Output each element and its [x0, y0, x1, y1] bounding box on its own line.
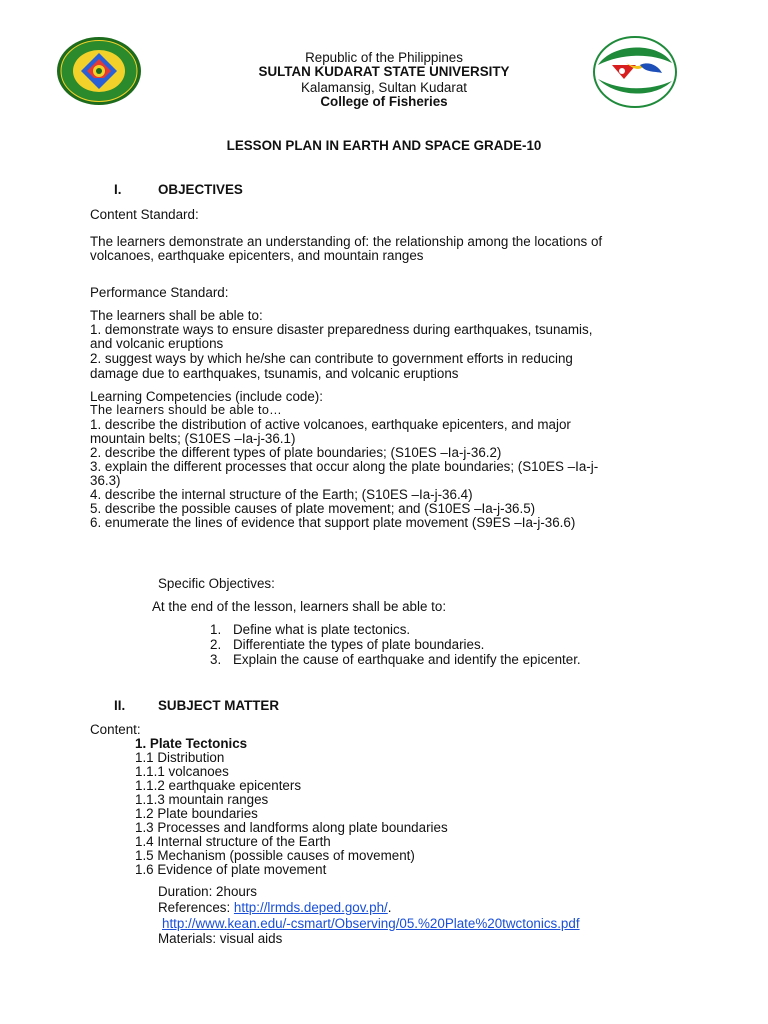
outline-item: 1.1.2 earthquake epicenters	[135, 778, 302, 793]
header-republic: Republic of the Philippines	[305, 50, 463, 65]
references-line	[158, 900, 392, 915]
competency-line: 5. describe the possible causes of plate movement; and (S10ES –Ia-j-36.5)	[90, 501, 536, 516]
competency-line: 36.3)	[90, 473, 121, 488]
content-standard-label: Content Standard:	[90, 207, 199, 222]
competency-line: 6. enumerate the lines of evidence that support plate movement (S9ES –Ia-j-36.6)	[90, 515, 576, 530]
performance-standard-line: 2. suggest ways by which he/she can contribute to government efforts in reducing	[90, 351, 573, 366]
content-standard-line: The learners demonstrate an understanding of: the relationship among the locations of	[90, 234, 603, 249]
section-2-heading: SUBJECT MATTER	[158, 698, 280, 713]
content-label: Content:	[90, 722, 141, 737]
specific-item-number: 2.	[210, 637, 222, 652]
performance-standard-line: damage due to earthquakes, tsunamis, and volcanic eruptions	[90, 366, 459, 381]
performance-standard-line: and volcanic eruptions	[90, 336, 224, 351]
specific-item-text: Explain the cause of earthquake and identify the epicenter.	[233, 652, 581, 667]
competency-line: 2. describe the different types of plate boundaries; (S10ES –Ia-j-36.2)	[90, 445, 502, 460]
document-title: LESSON PLAN IN EARTH AND SPACE GRADE-10	[226, 138, 542, 153]
reference-line-2	[162, 916, 580, 931]
duration-text: Duration: 2hours	[158, 884, 257, 899]
header-university-name: SULTAN KUDARAT STATE UNIVERSITY	[258, 64, 510, 79]
outline-item: 1.4 Internal structure of the Earth	[135, 834, 331, 849]
specific-objectives-label: Specific Objectives:	[158, 576, 275, 591]
outline-item: 1.1 Distribution	[135, 750, 225, 765]
specific-item-number: 1.	[210, 622, 222, 637]
outline-item: 1.6 Evidence of plate movement	[135, 862, 327, 877]
references-period: .	[387, 900, 392, 915]
topic-title: 1. Plate Tectonics	[135, 736, 248, 751]
reference-link-kean[interactable]: http://www.kean.edu/-csmart/Observing/05.%20Plate%20twctonics.pdf	[162, 916, 580, 931]
outline-item: 1.3 Processes and landforms along plate boundaries	[135, 820, 448, 835]
reference-link-lrmds[interactable]: http://lrmds.deped.gov.ph/	[233, 900, 388, 915]
section-1-number: I.	[114, 182, 122, 197]
content-standard-line: volcanoes, earthquake epicenters, and mountain ranges	[90, 248, 424, 263]
header-campus: Kalamansig, Sultan Kudarat	[301, 80, 467, 95]
outline-item: 1.1.1 volcanoes	[135, 764, 229, 779]
specific-objectives-intro: At the end of the lesson, learners shall be able to:	[152, 599, 447, 614]
competency-line: mountain belts; (S10ES –Ia-j-36.1)	[90, 431, 296, 446]
specific-item-text: Define what is plate tectonics.	[233, 622, 411, 637]
competency-line: 3. explain the different processes that occur along the plate boundaries; (S10ES –Ia-j-	[90, 459, 599, 474]
competencies-label: Learning Competencies (include code):	[90, 389, 323, 404]
specific-item-number: 3.	[210, 652, 222, 667]
specific-item-text: Differentiate the types of plate boundaries.	[233, 637, 485, 652]
section-2-number: II.	[114, 698, 126, 713]
outline-item: 1.2 Plate boundaries	[135, 806, 258, 821]
outline-item: 1.5 Mechanism (possible causes of movement)	[135, 848, 415, 863]
section-1-heading: OBJECTIVES	[158, 182, 243, 197]
competencies-intro: The learners should be able to…	[90, 403, 283, 417]
references-label: References:	[158, 900, 234, 915]
materials-text: Materials: visual aids	[158, 931, 283, 946]
performance-standard-line: The learners shall be able to:	[90, 308, 263, 323]
header-college: College of Fisheries	[320, 94, 448, 109]
outline-item: 1.1.3 mountain ranges	[135, 792, 269, 807]
performance-standard-line: 1. demonstrate ways to ensure disaster preparedness during earthquakes, tsunamis,	[90, 322, 593, 337]
competency-line: 1. describe the distribution of active volcanoes, earthquake epicenters, and major	[90, 417, 571, 432]
competency-line: 4. describe the internal structure of the Earth; (S10ES –Ia-j-36.4)	[90, 487, 473, 502]
performance-standard-label: Performance Standard:	[90, 285, 229, 300]
